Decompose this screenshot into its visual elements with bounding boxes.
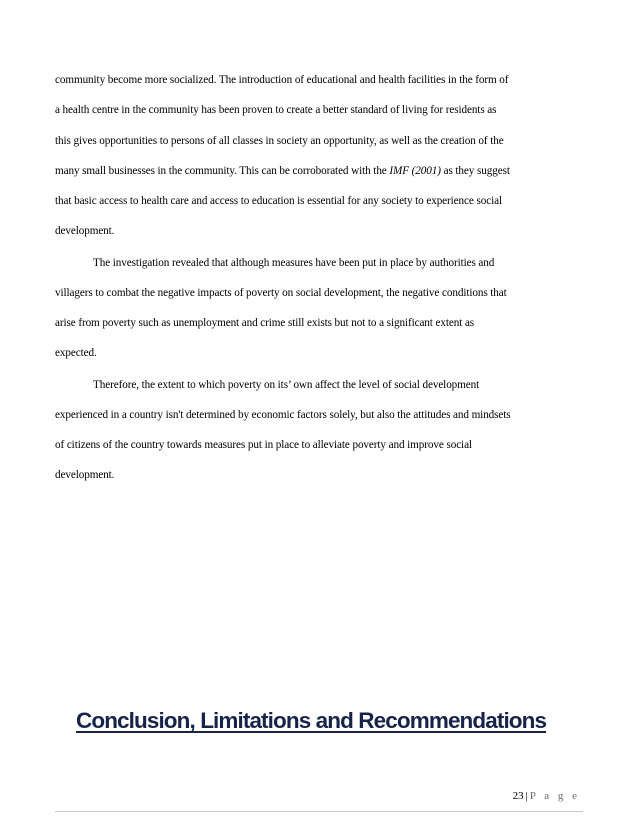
footer-separator: | — [525, 790, 528, 802]
body-line: development. — [55, 225, 115, 237]
body-line: expected. — [55, 347, 97, 359]
body-line-text: many small businesses in the community. This can be corroborated with the — [55, 165, 387, 177]
body-line: development. — [55, 469, 115, 481]
body-line: this gives opportunities to persons of all classes in society an opportunity, as well as the creation of the — [55, 135, 504, 147]
paragraph-start-line: Therefore, the extent to which poverty on its’ own affect the level of social development — [93, 379, 480, 391]
body-line: arise from poverty such as unemployment and crime still exists but not to a significant extent as — [55, 317, 475, 329]
page-footer — [513, 790, 580, 802]
body-line: of citizens of the country towards measures put in place to alleviate poverty and improve social — [55, 439, 472, 451]
paragraph-start-line: The investigation revealed that although measures have been put in place by authorities and — [93, 257, 495, 269]
footer-rule — [55, 811, 583, 812]
body-line — [55, 164, 510, 178]
section-heading: Conclusion, Limitations and Recommendations — [76, 708, 547, 733]
body-line: villagers to combat the negative impacts of poverty on social development, the negative conditions that — [55, 287, 507, 299]
page-label: P a g e — [529, 790, 580, 802]
body-line: experienced in a country isn't determined by economic factors solely, but also the attitudes and mindsets — [55, 409, 511, 421]
body-line-text: as they suggest — [440, 165, 510, 177]
body-line: a health centre in the community has been proven to create a better standard of living for residents as — [55, 104, 497, 116]
body-line: community become more socialized. The introduction of educational and health facilities in the form of — [55, 74, 509, 86]
page-number: 23 — [512, 790, 524, 802]
body-line: that basic access to health care and access to education is essential for any society to experience social — [55, 195, 502, 207]
citation: IMF (2001) — [389, 165, 441, 177]
